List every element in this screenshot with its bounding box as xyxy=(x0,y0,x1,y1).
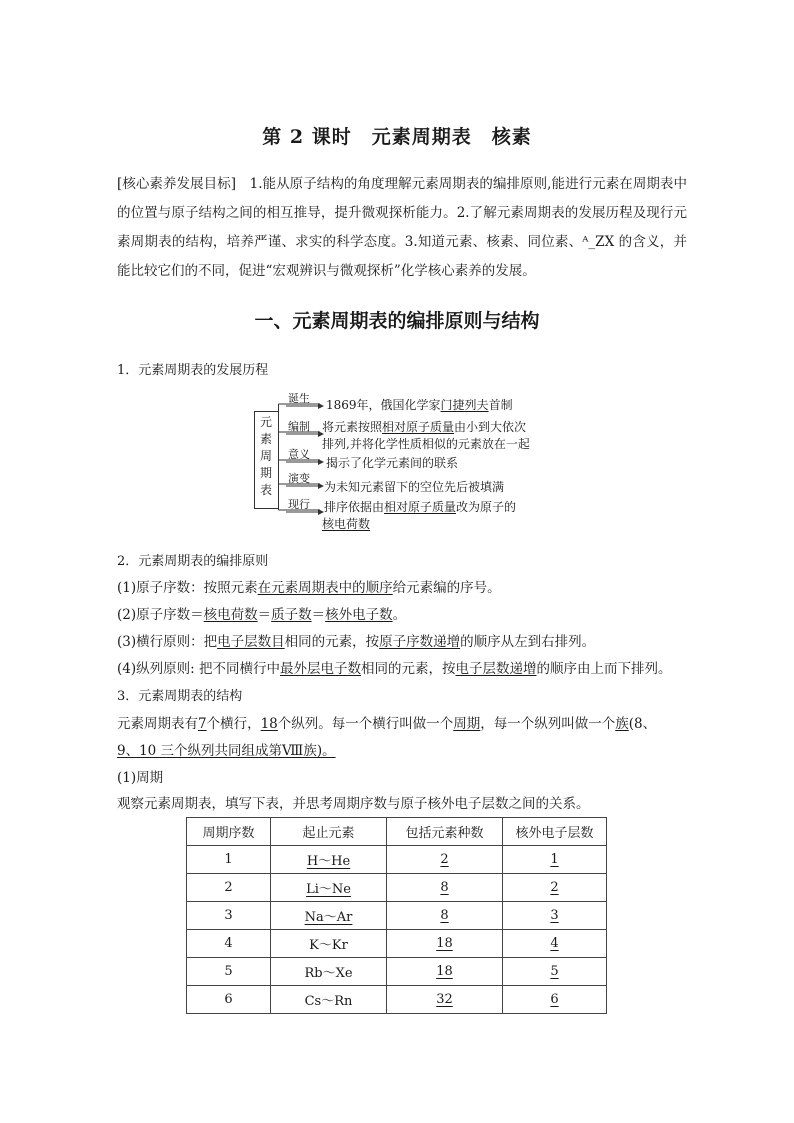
core-objectives xyxy=(117,170,687,286)
objectives-label: [核心素养发展目标] xyxy=(117,176,237,192)
diagram-root: 元 素 周 期 表 xyxy=(260,415,273,497)
period-intro: 观察元素周期表，填写下表，并思考周期序数与原子核外电子层数之间的关系。 xyxy=(117,796,590,812)
header-elements: 起止元素 xyxy=(271,818,387,846)
desc-birth: 1869年，俄国化学家门捷列夫首制 xyxy=(326,398,513,412)
rule-4: (4)纵列原则: 把不同横行中最外层电子数相同的元素，按电子层数递增的顺序由上而下排列。 xyxy=(117,661,672,677)
table-header-row xyxy=(187,818,607,846)
desc-significance: 揭示了化学元素间的联系 xyxy=(326,456,459,470)
objectives-text: 1.能从原子结构的角度理解元素周期表的编排原则,能进行元素在周期表中的位置与原子结构之间的相互推导，提升微观探析能力。2.了解元素周期表的发展历程及现行元素周期表的结构，培养严谨、求实的科学态度。3.知道元素、核素、同位素、ᴬ_ZX 的含义，并能比较它们的不同，促进“宏观辨识与微观探析”化学核心素养的发展。 xyxy=(117,176,687,279)
period-table xyxy=(186,817,607,1014)
table-row: 3 Na～Ar 8 3 xyxy=(187,902,607,930)
table-row: 5 Rb～Xe 18 5 xyxy=(187,958,607,986)
header-period: 周期序数 xyxy=(187,818,271,846)
header-count: 包括元素种数 xyxy=(387,818,503,846)
desc-compile-1: 将元素按照相对原子质量由小到大依次 xyxy=(322,420,527,434)
table-row: 6 Cs～Rn 32 6 xyxy=(187,986,607,1014)
history-diagram xyxy=(254,388,554,538)
structure-line-2: 9、10 三个纵列共同组成第Ⅷ族)。 xyxy=(117,743,336,759)
subheading-principles: 2．元素周期表的编排原则 xyxy=(117,554,269,569)
table-row: 1 H～He 2 1 xyxy=(187,846,607,874)
label-significance: 意义 xyxy=(288,448,310,461)
period-heading: (1)周期 xyxy=(117,770,164,786)
header-shells: 核外电子层数 xyxy=(503,818,607,846)
table-row: 4 K～Kr 18 4 xyxy=(187,930,607,958)
structure-line-1: 元素周期表有7个横行，18个纵列。每一个横行叫做一个周期，每一个纵列叫做一个族(8、 xyxy=(117,716,657,732)
subheading-history: 1．元素周期表的发展历程 xyxy=(117,363,269,378)
rule-1: (1)原子序数：按照元素在元素周期表中的顺序给元素编的序号。 xyxy=(117,580,501,596)
desc-evolution: 为未知元素留下的空位先后被填满 xyxy=(324,480,505,494)
subheading-structure: 3．元素周期表的结构 xyxy=(117,689,243,704)
rule-3: (3)横行原则：把电子层数目相同的元素，按原子序数递增的顺序从左到右排列。 xyxy=(117,634,596,650)
desc-current-1: 排序依据由相对原子质量改为原子的 xyxy=(324,500,517,514)
label-current: 现行 xyxy=(288,498,310,511)
page-title: 第 2 课时 元素周期表 核素 xyxy=(262,126,532,148)
section-heading: 一、元素周期表的编排原则与结构 xyxy=(254,310,540,332)
label-evolution: 演变 xyxy=(288,472,310,485)
table-row: 2 Li～Ne 8 2 xyxy=(187,874,607,902)
desc-compile-2: 排列,并将化学性质相似的元素放在一起 xyxy=(322,437,530,451)
rule-2: (2)原子序数＝核电荷数＝质子数＝核外电子数。 xyxy=(117,607,407,623)
label-birth: 诞生 xyxy=(288,392,310,405)
desc-current-2: 核电荷数 xyxy=(322,517,371,531)
label-compile: 编制 xyxy=(288,420,310,433)
